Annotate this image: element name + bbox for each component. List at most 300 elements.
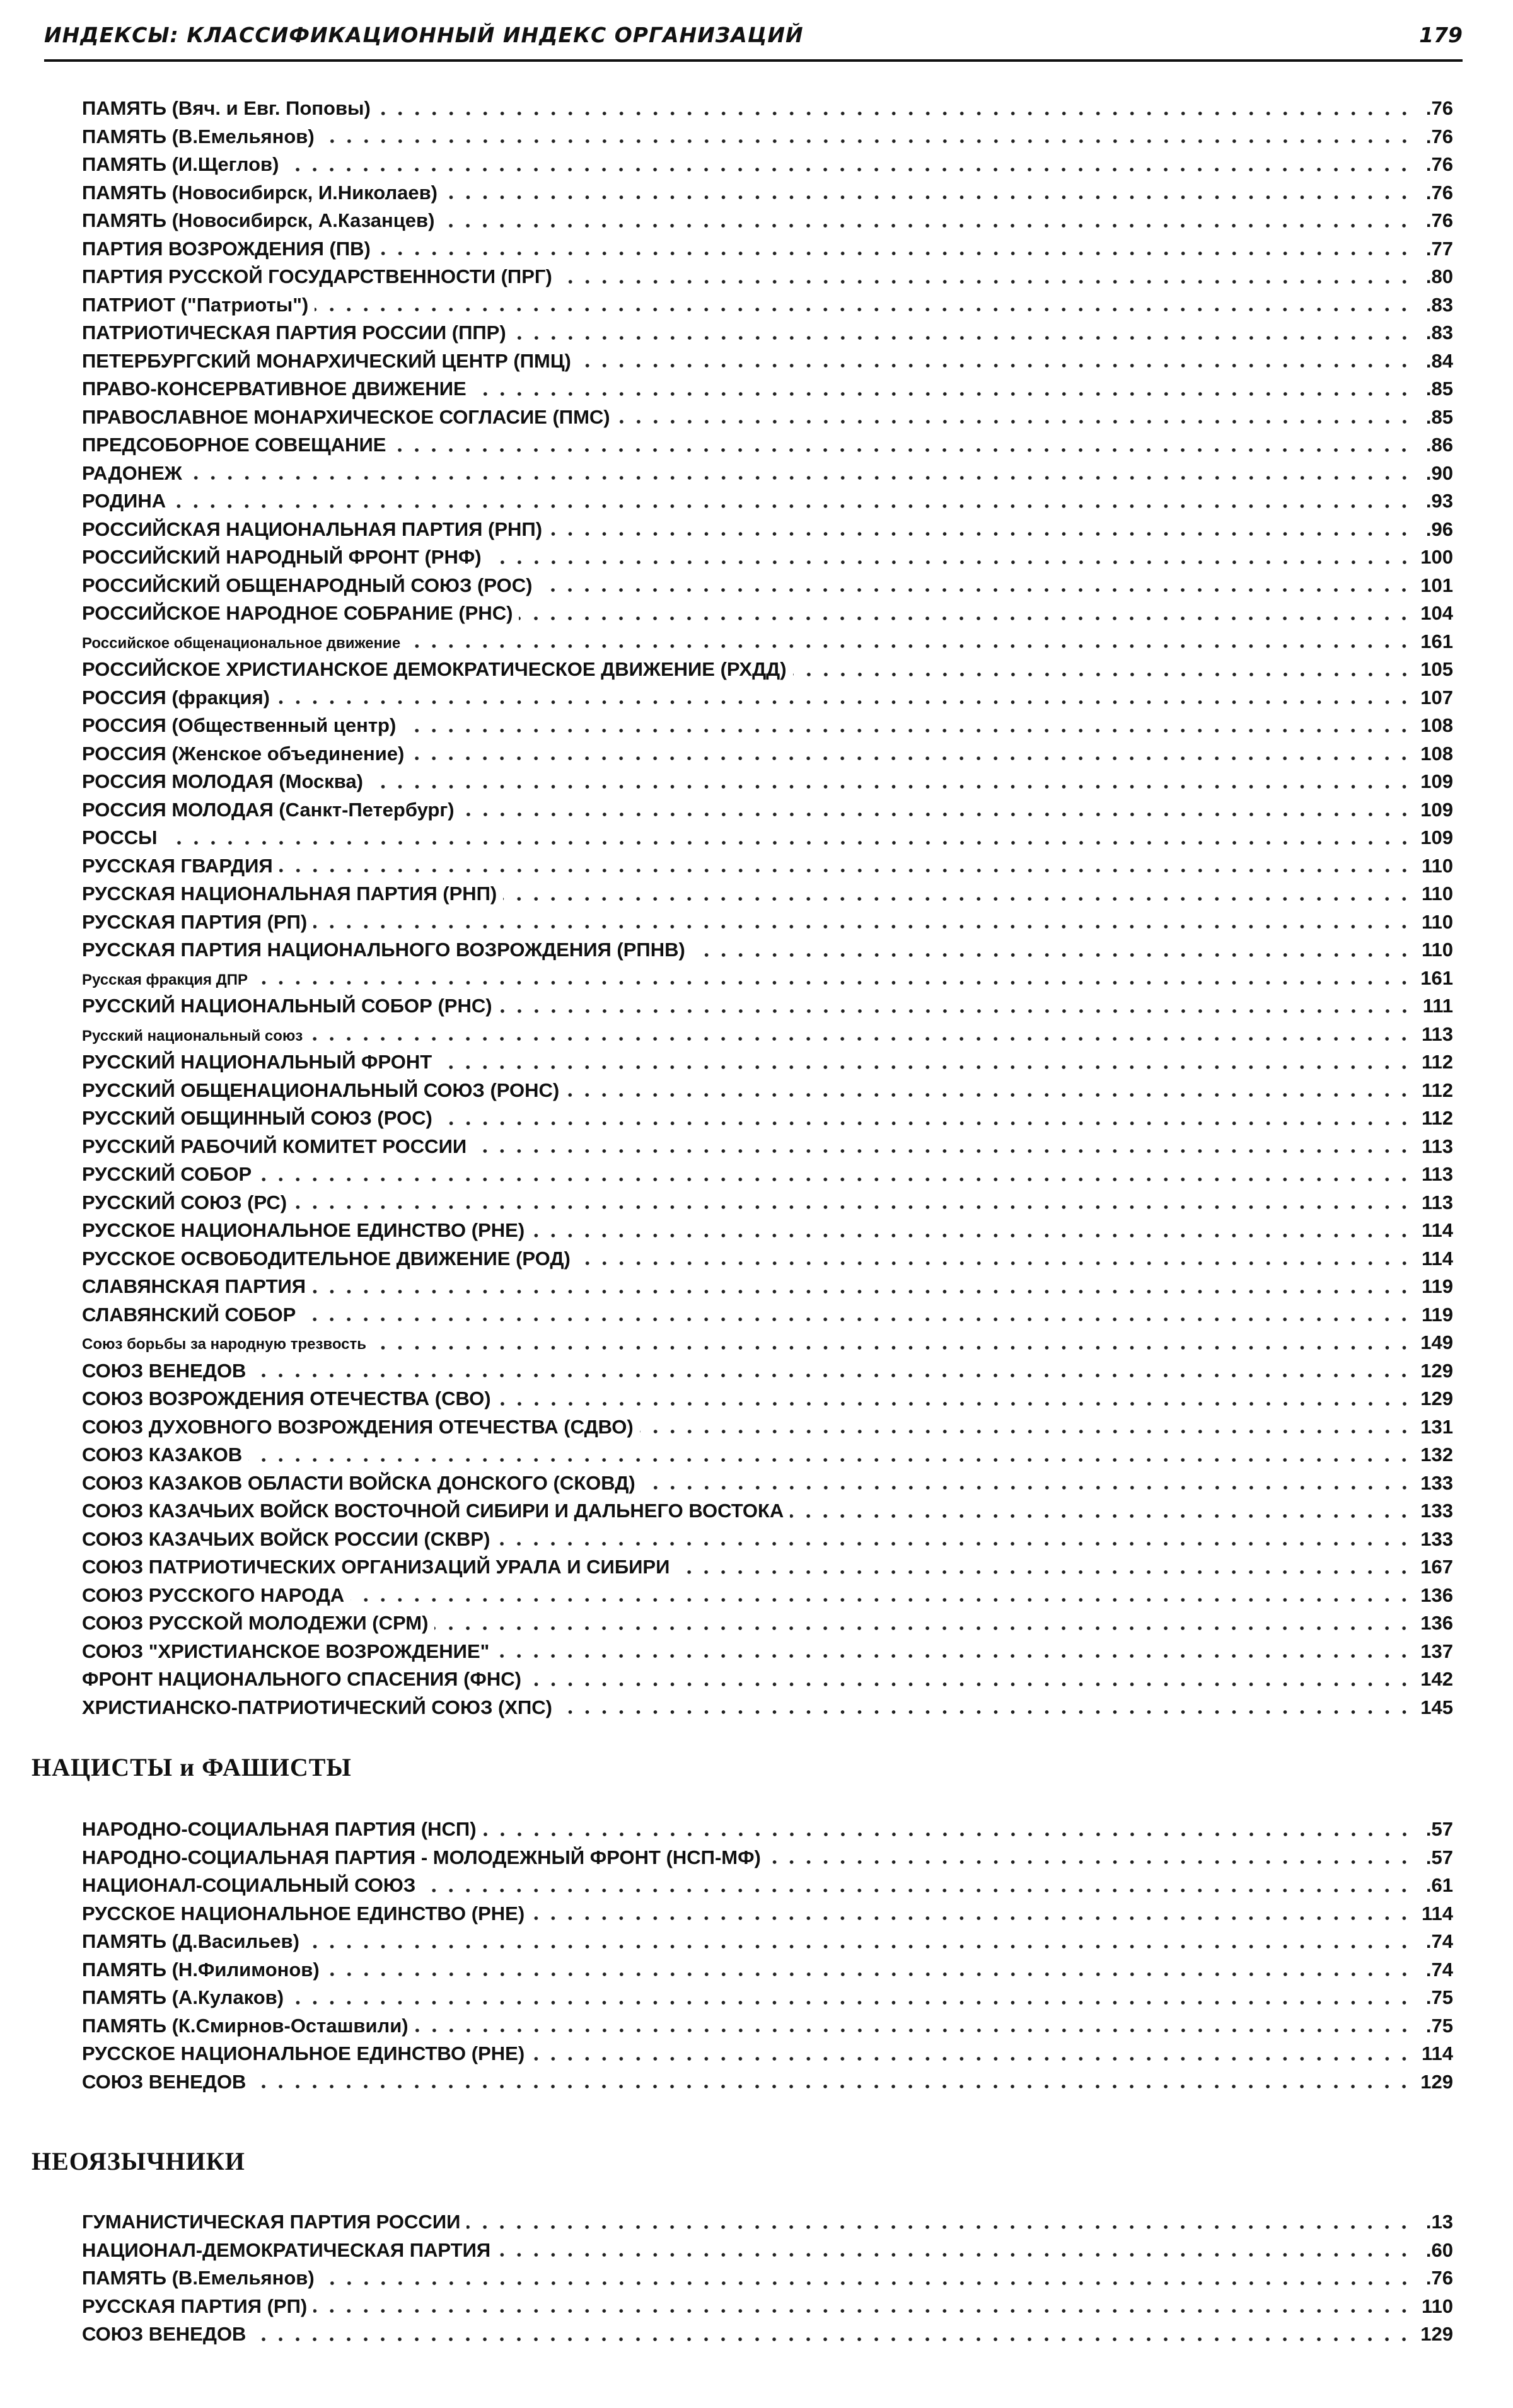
entry-name: РУССКАЯ ПАРТИЯ (РП) [82, 910, 308, 933]
entry-name: РУССКИЙ ОБЩЕНАЦИОНАЛЬНЫЙ СОЮЗ (РОНС) [82, 1079, 560, 1101]
index-entry [82, 516, 1453, 544]
entry-name: РОДИНА [82, 490, 166, 512]
dot-leader [559, 1710, 1413, 1715]
index-entry [82, 291, 1453, 320]
index-entry [82, 2012, 1453, 2040]
index-entry [82, 2237, 1453, 2265]
entry-name: СОЮЗ ПАТРИОТИЧЕСКИХ ОРГАНИЗАЦИЙ УРАЛА И СИБИРИ [82, 1556, 670, 1578]
entry-name: РОССИЯ (фракция) [82, 686, 270, 709]
index-entry [82, 936, 1453, 964]
index-entry [82, 179, 1453, 207]
entry-name: Русский национальный союз [82, 1027, 303, 1045]
index-entry [82, 880, 1453, 908]
entry-name: РОССИЙСКОЕ НАРОДНОЕ СОБРАНИЕ (РНС) [82, 602, 513, 624]
entry-name: РУССКАЯ НАЦИОНАЛЬНАЯ ПАРТИЯ (РНП) [82, 883, 497, 905]
entry-page-number: 110 [1421, 883, 1453, 905]
entry-page-number: 129 [1420, 1387, 1453, 1409]
dot-leader [577, 363, 1413, 368]
dot-leader [164, 840, 1413, 845]
index-entry [82, 908, 1453, 937]
dot-leader [422, 1888, 1413, 1893]
dot-leader [483, 1832, 1413, 1837]
dot-leader [321, 2281, 1413, 2286]
entry-page-number: 101 [1420, 574, 1453, 596]
dot-leader [531, 1916, 1413, 1921]
entry-name: РАДОНЕЖ [82, 461, 182, 484]
entry-name: ХРИСТИАНСКО-ПАТРИОТИЧЕСКИЙ СОЮЗ (ХПС) [82, 1696, 552, 1718]
dot-leader [790, 1514, 1413, 1519]
dot-leader [559, 279, 1413, 284]
index-entry [82, 2068, 1453, 2097]
dot-leader [767, 1860, 1413, 1865]
index-list-neopagans [82, 2208, 1453, 2349]
entry-page-number: 112 [1421, 1051, 1453, 1073]
entry-page-number: .96 [1425, 518, 1453, 540]
entry-page-number: 108 [1420, 742, 1453, 765]
index-entry [82, 1245, 1453, 1273]
entry-page-number: 107 [1420, 686, 1453, 709]
index-entry [82, 2208, 1453, 2237]
index-entry [82, 95, 1453, 123]
dot-leader [499, 1009, 1413, 1014]
index-entry [82, 431, 1453, 460]
index-entry [82, 1273, 1453, 1301]
dot-leader [538, 588, 1413, 593]
index-entry [82, 599, 1453, 628]
entry-name: РУССКИЙ РАБОЧИЙ КОМИТЕТ РОССИИ [82, 1135, 467, 1157]
index-entry [82, 1984, 1453, 2012]
dot-leader [290, 2000, 1413, 2005]
dot-leader [565, 1092, 1413, 1097]
index-entry [82, 1441, 1453, 1469]
entry-page-number: 161 [1420, 630, 1453, 652]
dot-leader [254, 980, 1413, 985]
entry-name: ПАРТИЯ ВОЗРОЖДЕНИЯ (ПВ) [82, 237, 371, 260]
dot-leader [676, 1570, 1413, 1575]
entry-page-number: .74 [1425, 1958, 1453, 1981]
entry-name: СОЮЗ КАЗАКОВ ОБЛАСТИ ВОЙСКА ДОНСКОГО (СКОВД) [82, 1471, 635, 1494]
index-entry [82, 1872, 1453, 1900]
index-entry [82, 768, 1453, 796]
entry-page-number: .85 [1425, 405, 1453, 428]
index-entry [82, 1104, 1453, 1133]
entry-page-number: 129 [1420, 2070, 1453, 2093]
entry-page-number: 131 [1420, 1415, 1453, 1438]
entry-name: РУССКАЯ ПАРТИЯ НАЦИОНАЛЬНОГО ВОЗРОЖДЕНИЯ (РПНВ) [82, 939, 685, 961]
entry-page-number: .76 [1425, 97, 1453, 119]
index-entry [82, 1077, 1453, 1105]
entry-page-number: 109 [1420, 770, 1453, 792]
dot-leader [642, 1485, 1413, 1490]
dot-leader [513, 335, 1413, 340]
dot-leader [351, 1597, 1413, 1602]
dot-leader [302, 1317, 1413, 1322]
index-entry [82, 207, 1453, 235]
index-entry [82, 543, 1453, 572]
index-entry [82, 1301, 1453, 1329]
index-list-nazis [82, 1815, 1453, 2096]
entry-name: РУССКАЯ ГВАРДИЯ [82, 854, 273, 877]
entry-page-number: .93 [1425, 490, 1453, 512]
entry-page-number: 109 [1420, 798, 1453, 821]
index-entry [82, 628, 1453, 656]
index-entry [82, 1357, 1453, 1386]
entry-page-number: 142 [1420, 1668, 1453, 1690]
entry-name: ПАМЯТЬ (Новосибирск, А.Казанцев) [82, 209, 435, 231]
section-title-nazis: НАЦИСТЫ и ФАШИСТЫ [32, 1753, 352, 1781]
dot-leader [640, 1429, 1413, 1434]
entry-name: ПАМЯТЬ (Н.Филимонов) [82, 1958, 320, 1981]
dot-leader [438, 1065, 1413, 1070]
entry-name: СЛАВЯНСКИЙ СОБОР [82, 1303, 296, 1326]
dot-leader [519, 616, 1413, 621]
entry-name: ПАТРИОТ ("Патриоты") [82, 293, 309, 316]
dot-leader [496, 1653, 1413, 1658]
entry-page-number: .85 [1425, 378, 1453, 400]
dot-leader [488, 560, 1413, 565]
entry-page-number: 149 [1420, 1331, 1453, 1353]
entry-page-number: 119 [1421, 1275, 1453, 1297]
entry-page-number: .76 [1425, 125, 1453, 148]
dot-leader [252, 2084, 1413, 2089]
entry-page-number: 114 [1421, 2042, 1453, 2064]
entry-name: РУССКИЙ СОЮЗ (РС) [82, 1191, 287, 1213]
index-entry [82, 347, 1453, 376]
entry-page-number: 119 [1421, 1303, 1453, 1326]
index-entry [82, 740, 1453, 768]
entry-name: ПЕТЕРБУРГСКИЙ МОНАРХИЧЕСКИЙ ЦЕНТР (ПМЦ) [82, 349, 571, 372]
index-entry [82, 1609, 1453, 1638]
entry-page-number: 136 [1420, 1583, 1453, 1606]
entry-name: ПАМЯТЬ (А.Кулаков) [82, 1986, 284, 2008]
dot-leader [252, 2337, 1413, 2342]
index-entry [82, 2264, 1453, 2293]
entry-page-number: 112 [1421, 1079, 1453, 1101]
entry-name: СОЮЗ КАЗАЧЬИХ ВОЙСК РОССИИ (СКВР) [82, 1527, 490, 1550]
entry-page-number: 133 [1420, 1471, 1453, 1494]
entry-name: СОЮЗ ВЕНЕДОВ [82, 2323, 246, 2345]
index-entry [82, 824, 1453, 852]
dot-leader [276, 700, 1413, 705]
index-entry [82, 992, 1453, 1021]
entry-name: ПРАВО-КОНСЕРВАТИВНОЕ ДВИЖЕНИЕ [82, 378, 467, 400]
entry-page-number: 132 [1420, 1444, 1453, 1466]
index-entry [82, 1469, 1453, 1498]
entry-name: СОЮЗ РУССКОЙ МОЛОДЕЖИ (СРМ) [82, 1612, 429, 1634]
entry-name: РОССИЙСКИЙ НАРОДНЫЙ ФРОНТ (РНФ) [82, 546, 482, 568]
entry-name: РУССКИЙ ОБЩИННЫЙ СОЮЗ (РОС) [82, 1107, 432, 1129]
entry-name: РУССКИЙ НАЦИОНАЛЬНЫЙ СОБОР (РНС) [82, 995, 492, 1017]
index-entry [82, 572, 1453, 600]
dot-leader [496, 1541, 1413, 1546]
index-entry [82, 123, 1453, 151]
entry-name: ПРЕДСОБОРНОЕ СОВЕЩАНИЕ [82, 434, 386, 456]
dot-leader [503, 896, 1413, 901]
index-entry [82, 1582, 1453, 1610]
entry-name: НАЦИОНАЛ-СОЦИАЛЬНЫЙ СОЮЗ [82, 1874, 416, 1896]
dot-leader [279, 868, 1413, 873]
entry-page-number: 109 [1420, 826, 1453, 848]
entry-page-number: .84 [1425, 349, 1453, 372]
dot-leader [252, 1373, 1413, 1378]
dot-leader [528, 1682, 1413, 1687]
entry-page-number: 113 [1421, 1022, 1453, 1045]
dot-leader [392, 448, 1413, 453]
index-entry [82, 1217, 1453, 1245]
entry-page-number: .75 [1425, 1986, 1453, 2008]
index-entry [82, 1815, 1453, 1844]
dot-leader [793, 672, 1413, 677]
entry-name: ПАРТИЯ РУССКОЙ ГОСУДАРСТВЕННОСТИ (ПРГ) [82, 265, 552, 287]
dot-leader [577, 1261, 1413, 1266]
index-entry [82, 263, 1453, 291]
index-entry [82, 403, 1453, 432]
entry-page-number: 105 [1420, 658, 1453, 680]
entry-name: СОЮЗ ВОЗРОЖДЕНИЯ ОТЕЧЕСТВА (СВО) [82, 1387, 491, 1409]
dot-leader [313, 2308, 1413, 2313]
dot-leader [407, 644, 1413, 649]
entry-name: СЛАВЯНСКАЯ ПАРТИЯ [82, 1275, 306, 1297]
index-entry [82, 1385, 1453, 1413]
entry-page-number: 114 [1421, 1247, 1453, 1270]
entry-page-number: .74 [1425, 1930, 1453, 1952]
entry-page-number: .57 [1425, 1846, 1453, 1868]
dot-leader [306, 1944, 1413, 1949]
entry-page-number: .80 [1425, 265, 1453, 287]
entry-name: ПАТРИОТИЧЕСКАЯ ПАРТИЯ РОССИИ (ППР) [82, 321, 506, 344]
entry-name: НАЦИОНАЛ-ДЕМОКРАТИЧЕСКАЯ ПАРТИЯ [82, 2238, 491, 2261]
running-header [44, 19, 1463, 62]
entry-name: РУССКОЕ НАЦИОНАЛЬНОЕ ЕДИНСТВО (РНЕ) [82, 1219, 525, 1241]
index-entry [82, 1553, 1453, 1582]
dot-leader [315, 307, 1413, 312]
entry-name: РОССИЙСКОЕ ХРИСТИАНСКОЕ ДЕМОКРАТИЧЕСКОЕ ДВИЖЕНИЕ (РХДД) [82, 658, 787, 680]
dot-leader [467, 2225, 1413, 2230]
index-entry [82, 796, 1453, 825]
dot-leader [373, 1345, 1413, 1350]
entry-name: Российское общенациональное движение [82, 634, 401, 652]
entry-page-number: .76 [1425, 209, 1453, 231]
index-entry [82, 1413, 1453, 1442]
dot-leader [326, 1972, 1413, 1977]
index-entry [82, 1189, 1453, 1217]
entry-page-number: 112 [1421, 1107, 1453, 1129]
entry-name: РОССИЯ МОЛОДАЯ (Москва) [82, 770, 363, 792]
dot-leader [444, 195, 1413, 200]
entry-page-number: .60 [1425, 2238, 1453, 2261]
index-entry [82, 1329, 1453, 1357]
dot-leader [172, 504, 1413, 509]
entry-page-number: 110 [1421, 939, 1453, 961]
dot-leader [473, 391, 1413, 397]
entry-name: ПАМЯТЬ (К.Смирнов-Осташвили) [82, 2014, 409, 2037]
index-entry [82, 964, 1453, 993]
dot-leader [377, 111, 1413, 116]
index-entry [82, 151, 1453, 179]
entry-name: РУССКОЕ НАЦИОНАЛЬНОЕ ЕДИНСТВО (РНЕ) [82, 2042, 525, 2064]
entry-page-number: 111 [1422, 995, 1453, 1017]
index-entry [82, 460, 1453, 488]
index-entry [82, 2320, 1453, 2349]
entry-name: РУССКОЕ ОСВОБОДИТЕЛЬНОЕ ДВИЖЕНИЕ (РОД) [82, 1247, 571, 1270]
entry-page-number: .75 [1425, 2014, 1453, 2037]
entry-page-number: 161 [1420, 966, 1453, 989]
dot-leader [309, 1036, 1413, 1041]
index-entry [82, 2293, 1453, 2321]
index-entry [82, 375, 1453, 403]
dot-leader [410, 756, 1413, 761]
entry-name: СОЮЗ РУССКОГО НАРОДА [82, 1583, 345, 1606]
dot-leader [692, 952, 1413, 958]
dot-leader [473, 1149, 1413, 1154]
entry-page-number: .77 [1425, 237, 1453, 260]
entry-page-number: .57 [1425, 1818, 1453, 1840]
entry-page-number: 145 [1420, 1696, 1453, 1718]
entry-name: ПАМЯТЬ (Д.Васильев) [82, 1930, 299, 1952]
index-entry [82, 1638, 1453, 1666]
dot-leader [497, 2252, 1413, 2257]
entry-page-number: 129 [1420, 1359, 1453, 1382]
dot-leader [258, 1177, 1413, 1182]
entry-name: ПАМЯТЬ (Вяч. и Евг. Поповы) [82, 97, 371, 119]
index-entry [82, 852, 1453, 881]
entry-name: РОССИЙСКИЙ ОБЩЕНАРОДНЫЙ СОЮЗ (РОС) [82, 574, 533, 596]
index-entry [82, 1048, 1453, 1077]
entry-name: СОЮЗ КАЗАКОВ [82, 1444, 243, 1466]
entry-name: РУССКАЯ ПАРТИЯ (РП) [82, 2295, 308, 2317]
entry-name: РУССКОЕ НАЦИОНАЛЬНОЕ ЕДИНСТВО (РНЕ) [82, 1902, 525, 1925]
entry-page-number: 110 [1421, 2295, 1453, 2317]
entry-page-number: 114 [1421, 1219, 1453, 1241]
index-entry [82, 319, 1453, 347]
header-title: ИНДЕКСЫ: КЛАССИФИКАЦИОННЫЙ ИНДЕКС ОРГАНИЗАЦИЙ [44, 23, 804, 47]
entry-page-number: .83 [1425, 293, 1453, 316]
entry-page-number: 104 [1420, 602, 1453, 624]
index-entry [82, 1928, 1453, 1956]
dot-leader [531, 1233, 1413, 1238]
dot-leader [402, 728, 1413, 733]
dot-leader [439, 1121, 1413, 1126]
entry-page-number: 137 [1420, 1640, 1453, 1662]
entry-name: РОССЫ [82, 826, 158, 848]
entry-name: РОССИЯ (Общественный центр) [82, 714, 397, 736]
dot-leader [313, 924, 1413, 929]
index-entry [82, 1956, 1453, 1984]
entry-name: ПАМЯТЬ (Новосибирск, И.Николаев) [82, 181, 438, 204]
index-entry [82, 487, 1453, 516]
index-entry [82, 1133, 1453, 1161]
entry-page-number: .90 [1425, 461, 1453, 484]
entry-name: СОЮЗ КАЗАЧЬИХ ВОЙСК ВОСТОЧНОЙ СИБИРИ И ДАЛЬНЕГО ВОСТОКА [82, 1500, 784, 1522]
entry-page-number: 114 [1421, 1902, 1453, 1925]
entry-name: ПАМЯТЬ (И.Щеглов) [82, 153, 279, 175]
entry-page-number: .76 [1425, 181, 1453, 204]
dot-leader [321, 139, 1413, 144]
index-entry [82, 684, 1453, 712]
entry-name: РОССИЯ (Женское объединение) [82, 742, 405, 765]
entry-name: ПАМЯТЬ (В.Емельянов) [82, 125, 315, 148]
entry-page-number: 108 [1420, 714, 1453, 736]
entry-page-number: .76 [1425, 2267, 1453, 2289]
index-entry [82, 656, 1453, 684]
entry-name: Русская фракция ДПР [82, 971, 248, 988]
index-entry [82, 1525, 1453, 1554]
entry-page-number: 113 [1421, 1191, 1453, 1213]
entry-name: ГУМАНИСТИЧЕСКАЯ ПАРТИЯ РОССИИ [82, 2211, 461, 2233]
entry-page-number: 113 [1421, 1135, 1453, 1157]
index-entry [82, 1161, 1453, 1189]
entry-name: СОЮЗ "ХРИСТИАНСКОЕ ВОЗРОЖДЕНИЕ" [82, 1640, 490, 1662]
index-list-main [82, 95, 1453, 1722]
index-entry [82, 235, 1453, 263]
entry-name: НАРОДНО-СОЦИАЛЬНАЯ ПАРТИЯ (НСП) [82, 1818, 477, 1840]
entry-page-number: 110 [1421, 854, 1453, 877]
entry-name: РУССКИЙ СОБОР [82, 1163, 252, 1185]
entry-page-number: 133 [1420, 1527, 1453, 1550]
dot-leader [461, 812, 1413, 817]
entry-page-number: 113 [1421, 1163, 1453, 1185]
entry-name: СОЮЗ ДУХОВНОГО ВОЗРОЖДЕНИЯ ОТЕЧЕСТВА (СДВО) [82, 1415, 634, 1438]
entry-page-number: .86 [1425, 434, 1453, 456]
dot-leader [531, 2056, 1413, 2061]
dot-leader [248, 1457, 1413, 1462]
entry-page-number: 136 [1420, 1612, 1453, 1634]
dot-leader [293, 1205, 1413, 1210]
dot-leader [188, 475, 1413, 480]
dot-leader [415, 2028, 1413, 2033]
index-entry [82, 1900, 1453, 1928]
dot-leader [548, 531, 1413, 536]
entry-name: СОЮЗ ВЕНЕДОВ [82, 1359, 246, 1382]
entry-name: РУССКИЙ НАЦИОНАЛЬНЫЙ ФРОНТ [82, 1051, 432, 1073]
entry-name: ПАМЯТЬ (В.Емельянов) [82, 2267, 315, 2289]
index-entry [82, 1497, 1453, 1525]
entry-name: НАРОДНО-СОЦИАЛЬНАЯ ПАРТИЯ - МОЛОДЕЖНЫЙ ФРОНТ (НСП-МФ) [82, 1846, 761, 1868]
entry-name: СОЮЗ ВЕНЕДОВ [82, 2070, 246, 2093]
entry-page-number: 100 [1420, 546, 1453, 568]
dot-leader [497, 1401, 1413, 1406]
entry-page-number: .13 [1425, 2211, 1453, 2233]
entry-name: ПРАВОСЛАВНОЕ МОНАРХИЧЕСКОЕ СОГЛАСИЕ (ПМС) [82, 405, 610, 428]
entry-name: РОССИЯ МОЛОДАЯ (Санкт-Петербург) [82, 798, 455, 821]
index-entry [82, 1021, 1453, 1049]
index-entry [82, 712, 1453, 740]
index-entry [82, 1844, 1453, 1872]
index-entry [82, 1665, 1453, 1694]
entry-name: Союз борьбы за народную трезвость [82, 1336, 367, 1353]
dot-leader [434, 1626, 1413, 1631]
index-entry [82, 2040, 1453, 2068]
entry-name: РОССИЙСКАЯ НАЦИОНАЛЬНАЯ ПАРТИЯ (РНП) [82, 518, 543, 540]
dot-leader [617, 419, 1413, 424]
entry-page-number: .76 [1425, 153, 1453, 175]
entry-page-number: .61 [1425, 1874, 1453, 1896]
dot-leader [285, 167, 1413, 172]
entry-page-number: .83 [1425, 321, 1453, 344]
dot-leader [377, 251, 1413, 256]
section-title-neopagans: НЕОЯЗЫЧНИКИ [32, 2147, 245, 2175]
page-number: 179 [1419, 23, 1463, 47]
dot-leader [369, 784, 1413, 789]
dot-leader [312, 1289, 1413, 1294]
entry-page-number: 110 [1421, 910, 1453, 933]
dot-leader [441, 223, 1413, 228]
entry-page-number: 167 [1420, 1556, 1453, 1578]
index-entry [82, 1694, 1453, 1722]
entry-page-number: 129 [1420, 2323, 1453, 2345]
entry-name: ФРОНТ НАЦИОНАЛЬНОГО СПАСЕНИЯ (ФНС) [82, 1668, 521, 1690]
entry-page-number: 133 [1420, 1500, 1453, 1522]
